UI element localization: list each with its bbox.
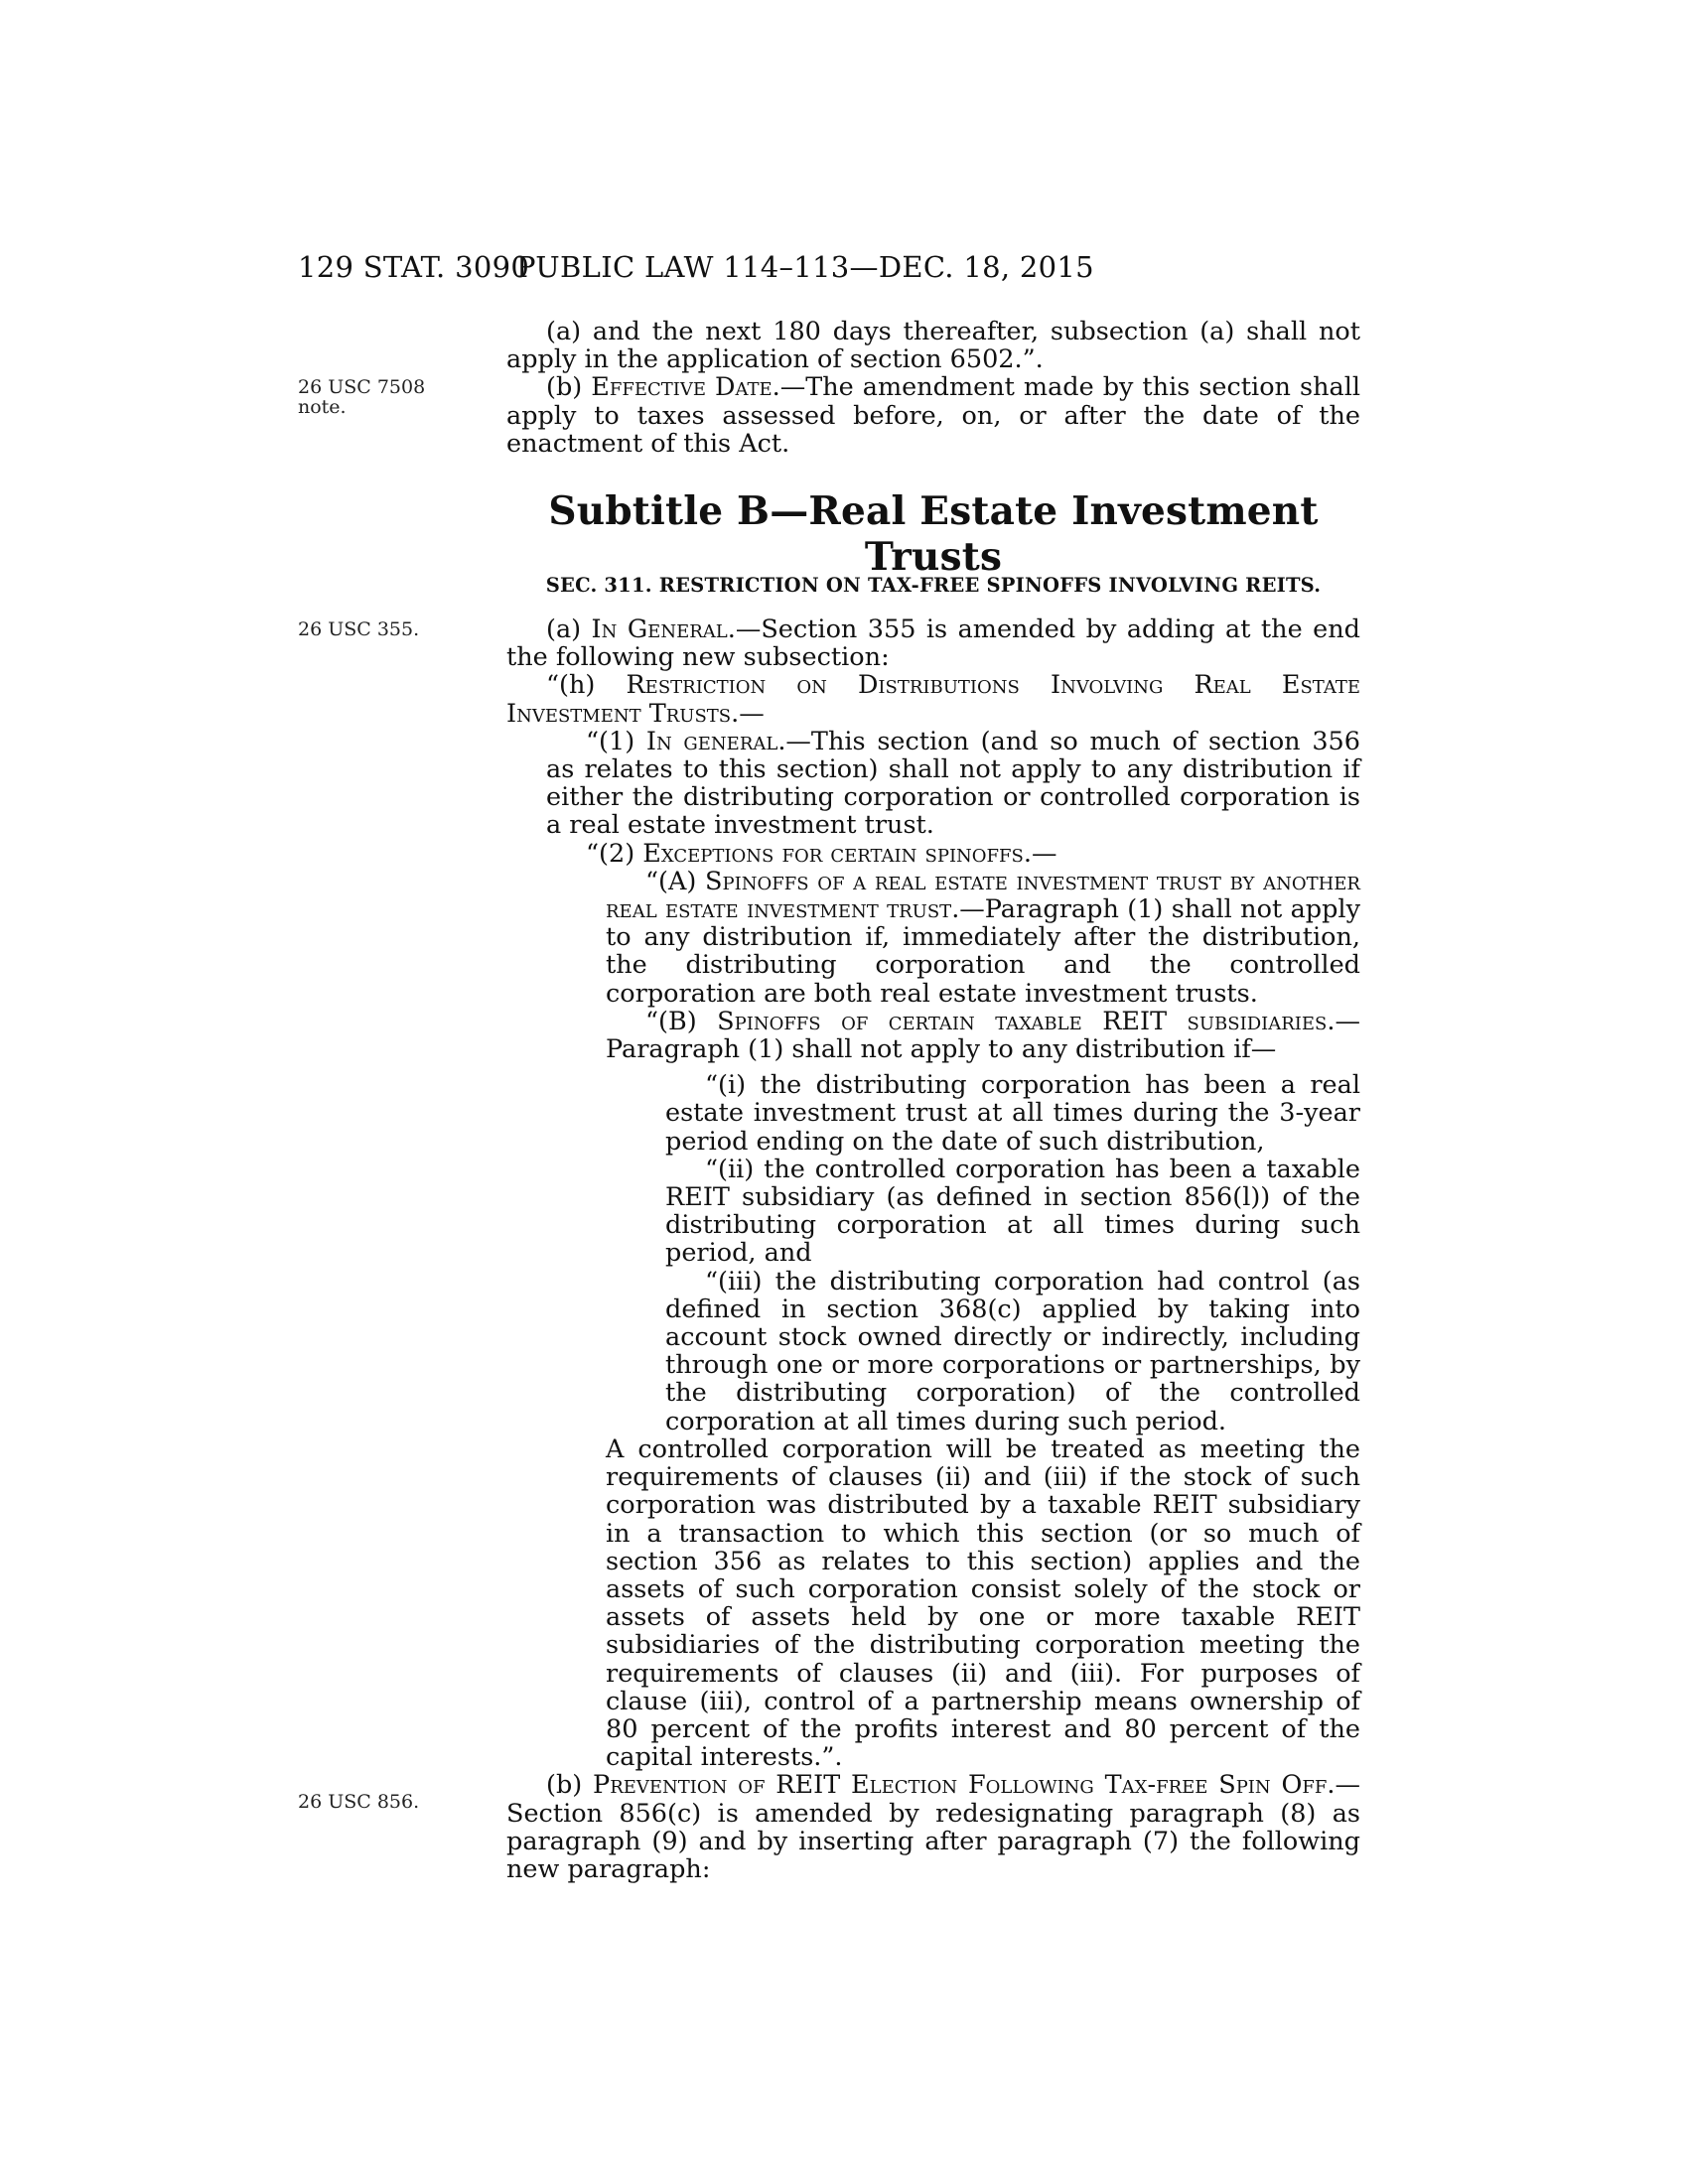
clause-ii: “(ii) the controlled corporation has been a taxable REIT subsidiary (as defined in section 856(l)) of the distributing corporation at all times during such period, and (665, 1154, 1360, 1269)
section-body (506, 615, 1360, 1883)
paragraph-heading: Restriction on Distributions Involving Real Estate Investment Trusts (506, 670, 1360, 729)
page-header (298, 250, 1211, 290)
paragraph-text: .—Section 355 is amended by adding at the end the following new subsection: (506, 614, 1360, 673)
paragraph-heading: Spinoffs of a real estate investment trust by another real estate investment trust (606, 866, 1360, 925)
paragraph-number: “(A) (645, 866, 706, 896)
subparagraph-b (606, 1008, 1360, 1063)
subparagraph-a (606, 868, 1360, 1008)
margin-note-355: 26 USC 355. (298, 618, 420, 640)
paragraph-1 (546, 728, 1360, 840)
paragraph-number: “(h) (546, 670, 627, 701)
statute-page-number: 129 STAT. 3090 (298, 250, 530, 284)
margin-note-line: note. (298, 396, 347, 418)
paragraph-heading: Exceptions for certain spinoffs (642, 838, 1024, 869)
paragraph-number: “(2) (586, 838, 643, 869)
paragraph-text: .—This section (and so much of section 356 as relates to this section) shall not apply to any distribution if either the distributing corporation or controlled corporation is a real estate investment trust. (546, 726, 1360, 841)
flush-text: A controlled corporation will be treated as meeting the requirements of clauses (ii) and (iii) if the stock of such corporation was distributed by a taxable REIT subsidiary in a transaction to which this section (or so much of section 356 as relates to this section) applies and the assets of such corporation consist solely of the stock or assets of assets held by one or more taxable REIT subsidiaries of the distributing corporation meeting the requirements of clauses (ii) and (iii). For purposes of clause (iii), control of a partnership means ownership of 80 percent of the profits interest and 80 percent of the capital interests.”. (606, 1433, 1360, 1773)
subtitle-heading: Subtitle B—Real Estate Investment Trusts (548, 488, 1319, 580)
paragraph-number: “(1) (586, 726, 646, 756)
continuation-block (506, 318, 1360, 458)
section-heading: SEC. 311. RESTRICTION ON TAX-FREE SPINOFFS INVOLVING REITS. (545, 574, 1322, 597)
clause-i: “(i) the distributing corporation has been a real estate investment trust at all times during the 3-year period ending on the date of such distribution, (665, 1070, 1360, 1157)
paragraph-text: .—Paragraph (1) shall not apply to any distribution if— (606, 1006, 1360, 1065)
paragraph-text: .—Section 856(c) is amended by redesignating paragraph (8) as paragraph (9) and by inserting after paragraph (7) the following new paragraph: (506, 1770, 1360, 1884)
paragraph-number: (b) (546, 1770, 594, 1801)
paragraph-heading: In General (591, 614, 728, 644)
margin-note-7508 (298, 377, 425, 417)
margin-note-856: 26 USC 856. (298, 1791, 420, 1813)
subsection-b (506, 1771, 1360, 1883)
clause-iii: “(iii) the distributing corporation had control (as defined in section 368(c) applied by taking into account stock owned directly or indirectly, including through one or more corporations or partnerships, by the distributing corporation) of the controlled corporation at all times during such period. (665, 1266, 1360, 1436)
margin-note-line: 26 USC 7508 (298, 376, 426, 398)
paragraph-text: .—The amendment made by this section shall apply to taxes assessed before, on, or after the date of the enactment of this Act. (506, 372, 1360, 459)
paragraph-heading: Effective Date (591, 372, 773, 403)
subsection-a (506, 615, 1360, 671)
paragraph-text: .— (731, 698, 765, 729)
paragraph-heading: In general (645, 726, 778, 756)
paragraph-number: “(B) (645, 1006, 718, 1036)
paragraph-number: (a) (546, 614, 592, 644)
paragraph-2 (546, 840, 1360, 868)
paragraph-text: .—Paragraph (1) shall not apply to any distribution if, immediately after the distribution, the distributing corporation and the controlled corporation are both real estate investment trusts. (606, 894, 1360, 1009)
public-law-header: PUBLIC LAW 114–113—DEC. 18, 2015 (516, 250, 1094, 284)
paragraph-effective-date (506, 373, 1360, 458)
paragraph-number: (b) (546, 372, 592, 403)
subsection-h (506, 671, 1360, 727)
paragraph-continuation: (a) and the next 180 days thereafter, subsection (a) shall not apply in the application of section 6502.”. (506, 317, 1360, 375)
paragraph-text: .— (1023, 838, 1057, 869)
paragraph-heading: Prevention of REIT Election Following Tax-free Spin Off (593, 1770, 1328, 1801)
paragraph-heading: Spinoffs of certain taxable REIT subsidiaries (717, 1006, 1328, 1036)
